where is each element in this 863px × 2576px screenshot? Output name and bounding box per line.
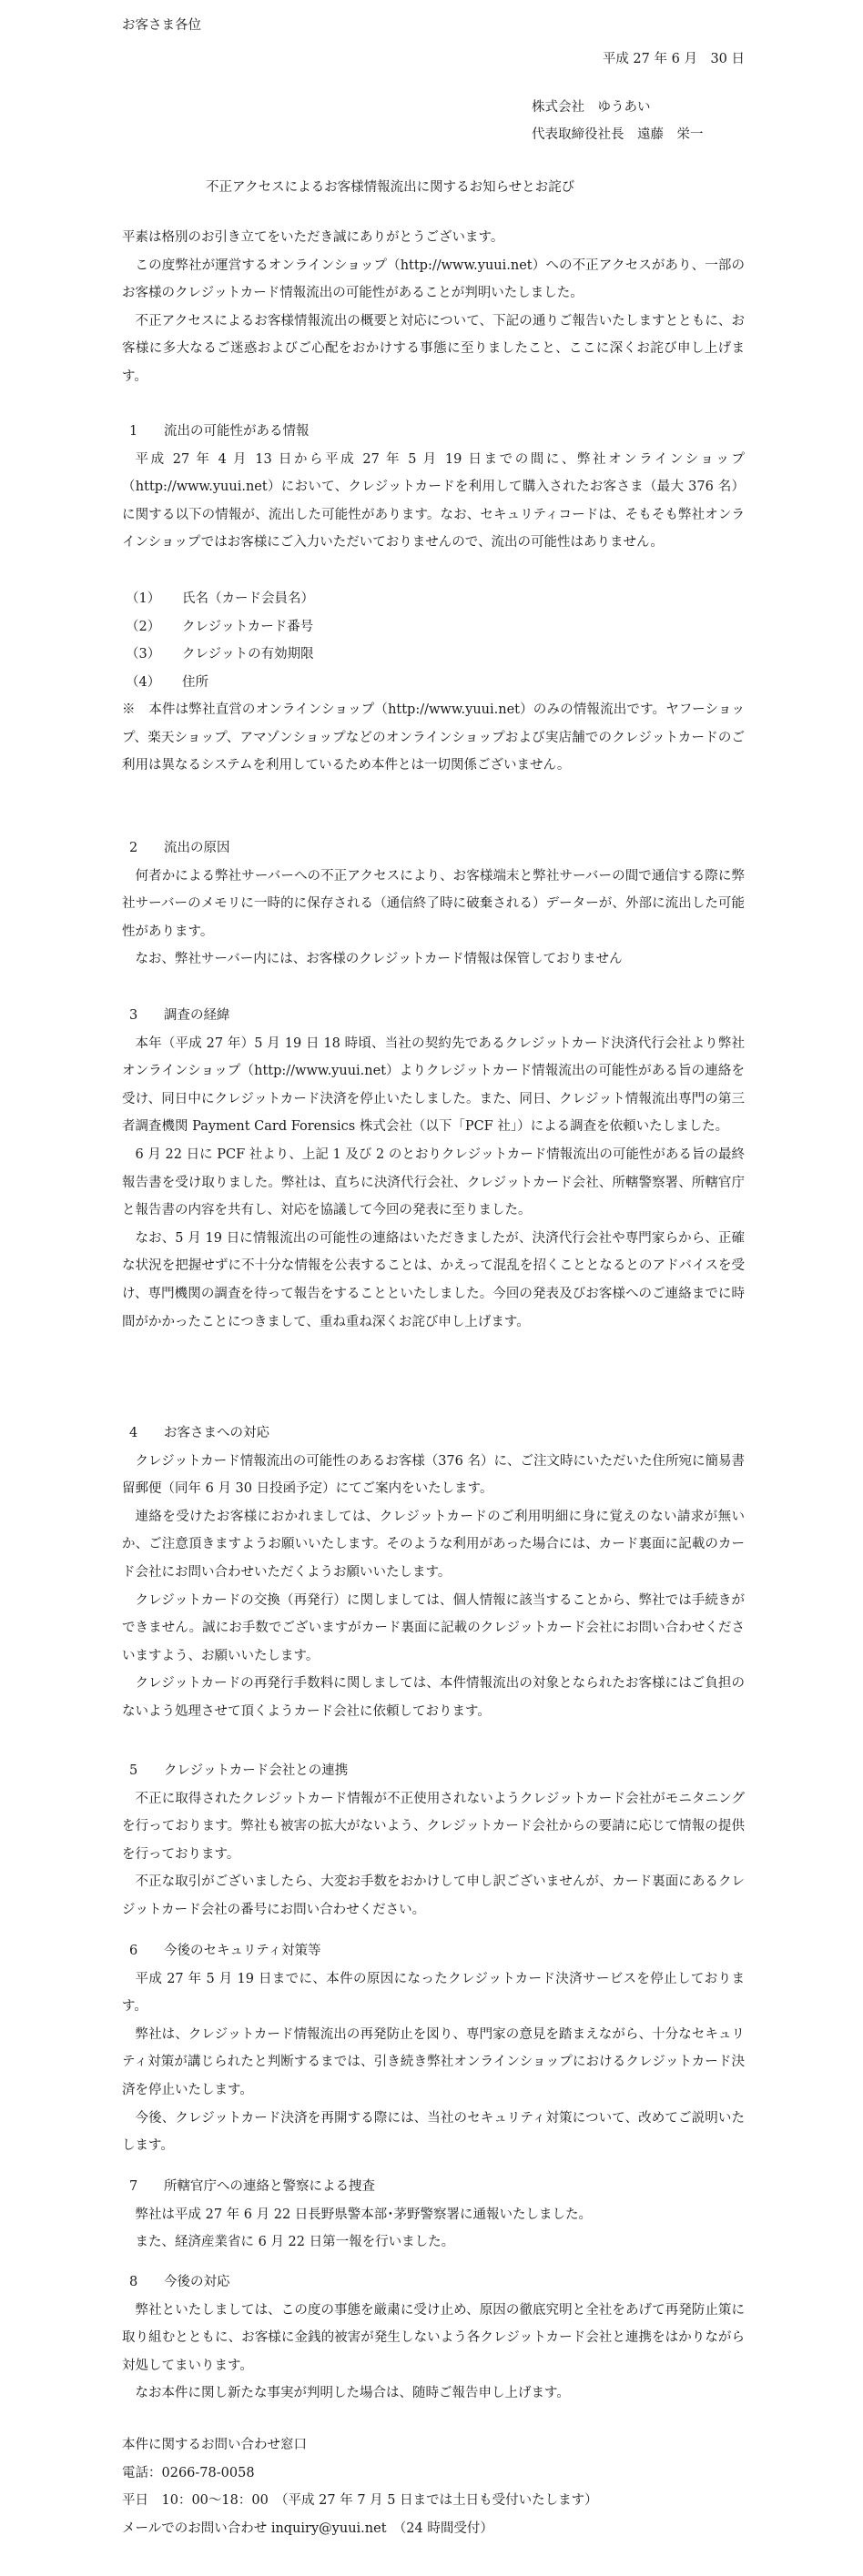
section-1-note: ※ 本件は弊社直営のオンラインショップ（http://www.yuui.net）のみの情報流出です。ヤフーショップ、楽天ショップ、アマゾンショップなどのオンラインショップおよび実店舗でのクレジットカードのご利用は異なるシステムを利用しているため本件とは一切関係ございません。 (122, 702, 745, 773)
section-8-number: 8 (129, 2275, 138, 2289)
section-3-paragraph-3: なお、5 月 19 日に情報流出の可能性の連絡はいただきましたが、決済代行会社や専門家らから、正確な状況を把握せずに不十分な情報を公表することは、かえって混乱を招くこととなるとのアドバイスを受け、専門機関の調査を待って報告をすることといたしました。今回の発表及びお客様へのご連絡までに時間がかかったことにつきまして、重ね重ね深くお詫び申し上げます。 (122, 1230, 745, 1329)
list-item: （2） クレジットカード番号 (126, 619, 314, 634)
section-4 (122, 1419, 745, 1726)
contact-hours: 平日 10：00～18：00 （平成 27 年 7 月 5 日までは土日も受付いたします） (122, 2493, 598, 2509)
intro-paragraph-1: この度弊社が運営するオンラインショップ（http://www.yuui.net）への不正アクセスがあり、一部のお客様のクレジットカード情報流出の可能性があることが判明いたしました。 (122, 258, 745, 301)
section-2-number: 2 (129, 841, 138, 855)
recipient: お客さま各位 (122, 18, 201, 33)
section-5-title: クレジットカード会社との連携 (164, 1763, 349, 1778)
intro-paragraph-2: 不正アクセスによるお客様情報流出の概要と対応について、下記の通りご報告いたしますとともに、お客様に多大なるご迷惑およびご心配をおかけする事態に至りましたこと、ここに深くお詫び申し上げます。 (122, 313, 745, 384)
section-7 (122, 2173, 745, 2257)
intro-block (122, 224, 745, 391)
section-6 (122, 1937, 745, 2160)
company-name: 株式会社 ゆうあい (532, 100, 651, 115)
list-item: （3） クレジットの有効期限 (126, 647, 314, 662)
section-3-paragraph-1: 本年（平成 27 年）5 月 19 日 18 時頃、当社の契約先であるクレジットカード決済代行会社より弊社オンラインショップ（http://www.yuui.net）よりクレジットカード情報流出の可能性がある旨の連絡を受け、同日中にクレジットカード決済を停止いたしました。また、同日、クレジット情報流出専門の第三者調査機関 Payment Card Forensics 株式会社（以下「PCF 社」）による調査を依頼いたしました。 (122, 1035, 745, 1135)
section-5 (122, 1757, 745, 1924)
section-8-heading (122, 2268, 745, 2297)
section-6-heading (122, 1937, 745, 1965)
section-2 (122, 834, 745, 974)
section-7-number: 7 (129, 2179, 138, 2194)
section-6-paragraph-1: 平成 27 年 5 月 19 日までに、本件の原因になったクレジットカード決済サービスを停止しております。 (122, 1971, 745, 2015)
contact-email: メールでのお問い合わせ inquiry@yuui.net （24 時間受付） (122, 2520, 493, 2536)
section-2-paragraph-1: 何者かによる弊社サーバーへの不正アクセスにより、お客様端末と弊社サーバーの間で通信する際に弊社サーバーのメモリに一時的に保存される（通信終了時に破棄される）データーが、外部に流出した可能性があります。 (122, 868, 745, 939)
section-1-heading (122, 418, 745, 446)
section-4-heading (122, 1419, 745, 1448)
section-8-paragraph-2: なお本件に関し新たな事実が判明した場合は、随時ご報告申し上げます。 (135, 2386, 570, 2401)
contact-phone: 電話：0266-78-0058 (122, 2465, 255, 2480)
section-8-title: 今後の対応 (164, 2275, 230, 2289)
section-4-paragraph-3: クレジットカードの交換（再発行）に関しましては、個人情報に該当することから、弊社では手続きができません。誠にお手数でございますがカード裏面に記載のクレジットカード会社にお問い合わせくださいますよう、お願いいたします。 (122, 1592, 745, 1663)
section-8-paragraph-1: 弊社といたしましては、この度の事態を厳粛に受け止め、原因の徹底究明と全社をあげて再発防止策に取り組むとともに、お客様に金銭的被害が発生しないよう各クレジットカード会社と連携をはかりながら対処してまいります。 (122, 2302, 745, 2373)
issuer-block (532, 94, 704, 148)
issue-date: 平成 27 年 6 月 30 日 (602, 52, 745, 66)
section-2-title: 流出の原因 (164, 841, 230, 855)
section-8 (122, 2268, 745, 2408)
section-6-paragraph-2: 弊社は、クレジットカード情報流出の再発防止を図り、専門家の意見を踏まえながら、十分なセキュリティ対策が講じられたと判断するまでは、引き続き弊社オンラインショップにおけるクレジットカード決済を停止いたします。 (122, 2026, 745, 2097)
list-item: （4） 住所 (126, 674, 208, 690)
section-3-paragraph-2: 6 月 22 日に PCF 社より、上記 1 及び 2 のとおりクレジットカード情報流出の可能性がある旨の最終報告書を受け取りました。弊社は、直ちに決済代行会社、クレジットカード会社、所轄警察署、所轄官庁と報告書の内容を共有し、対応を協議して今回の発表に至りました。 (122, 1147, 745, 1218)
section-6-title: 今後のセキュリティ対策等 (164, 1944, 321, 1958)
section-5-paragraph-1: 不正に取得されたクレジットカード情報が不正使用されないようクレジットカード会社がモニタニングを行っております。弊社も被害の拡大がないよう、クレジットカード会社からの要請に応じて情報の提供を行っております。 (122, 1791, 745, 1862)
section-5-number: 5 (129, 1763, 138, 1778)
contact-block (122, 2431, 598, 2542)
section-7-title: 所轄官庁への連絡と警察による捜査 (164, 2179, 375, 2194)
representative-name: 代表取締役社長 遠藤 栄一 (532, 127, 704, 142)
section-3-heading (122, 1002, 745, 1030)
section-7-paragraph-1: 弊社は平成 27 年 6 月 22 日長野県警本部･茅野警察署に通報いたしました。 (135, 2207, 593, 2222)
section-4-paragraph-4: クレジットカードの再発行手数料に関しましては、本件情報流出の対象となられたお客様にはご負担のないよう処理させて頂くようカード会社に依頼しております。 (122, 1676, 745, 1719)
section-1-title: 流出の可能性がある情報 (164, 424, 310, 439)
section-1 (122, 418, 745, 557)
section-1-body: 平成 27 年 4 月 13 日から平成 27 年 5 月 19 日までの間に、弊社オンラインショップ（http://www.yuui.net）において、クレジットカードを利用して購入されたお客さま（最大 376 名）に関する以下の情報が、流出した可能性があります。なお、セキュリティコードは、そもそも弊社オンラインショップではお客様にご入力いただいておりませんので、流出の可能性はありません。 (122, 451, 745, 551)
section-4-title: お客さまへの対応 (164, 1426, 269, 1440)
section-6-paragraph-3: 今後、クレジットカード決済を再開する際には、当社のセキュリティ対策について、改めてご説明いたします。 (122, 2110, 745, 2154)
section-4-paragraph-2: 連絡を受けたお客様におかれましては、クレジットカードのご利用明細に身に覚えのない請求が無いか、ご注意頂きますようお願いいたします。そのような利用があった場合には、カード裏面に記載のカード会社にお問い合わせいただくようお願いいたします。 (122, 1509, 745, 1580)
section-6-number: 6 (129, 1944, 138, 1958)
section-2-paragraph-2: なお、弊社サーバー内には、お客様のクレジットカード情報は保管しておりません (135, 952, 623, 967)
section-3 (122, 1002, 745, 1336)
contact-heading: 本件に関するお問い合わせ窓口 (122, 2438, 307, 2452)
section-1-number: 1 (129, 424, 138, 439)
section-7-heading (122, 2173, 745, 2201)
section-7-paragraph-2: また、経済産業省に 6 月 22 日第一報を行いました。 (135, 2235, 455, 2250)
intro-greeting: 平素は格別のお引き立てをいただき誠にありがとうございます。 (122, 230, 504, 245)
section-4-number: 4 (129, 1426, 138, 1440)
section-3-title: 調査の経緯 (164, 1008, 230, 1023)
section-5-heading (122, 1757, 745, 1785)
section-2-heading (122, 834, 745, 863)
leaked-info-list (122, 585, 314, 696)
document-title: 不正アクセスによるお客様情報流出に関するお知らせとお詫び (206, 180, 575, 195)
section-5-paragraph-2: 不正な取引がございましたら、大変お手数をおかけして申し訳ございませんが、カード裏面にあるクレジットカード会社の番号にお問い合わせください。 (122, 1874, 745, 1917)
section-4-paragraph-1: クレジットカード情報流出の可能性のあるお客様（376 名）に、ご注文時にいただいた住所宛に簡易書留郵便（同年 6 月 30 日投函予定）にてご案内をいたします。 (122, 1453, 745, 1497)
list-item: （1） 氏名（カード会員名） (126, 591, 314, 606)
section-3-number: 3 (129, 1008, 138, 1023)
